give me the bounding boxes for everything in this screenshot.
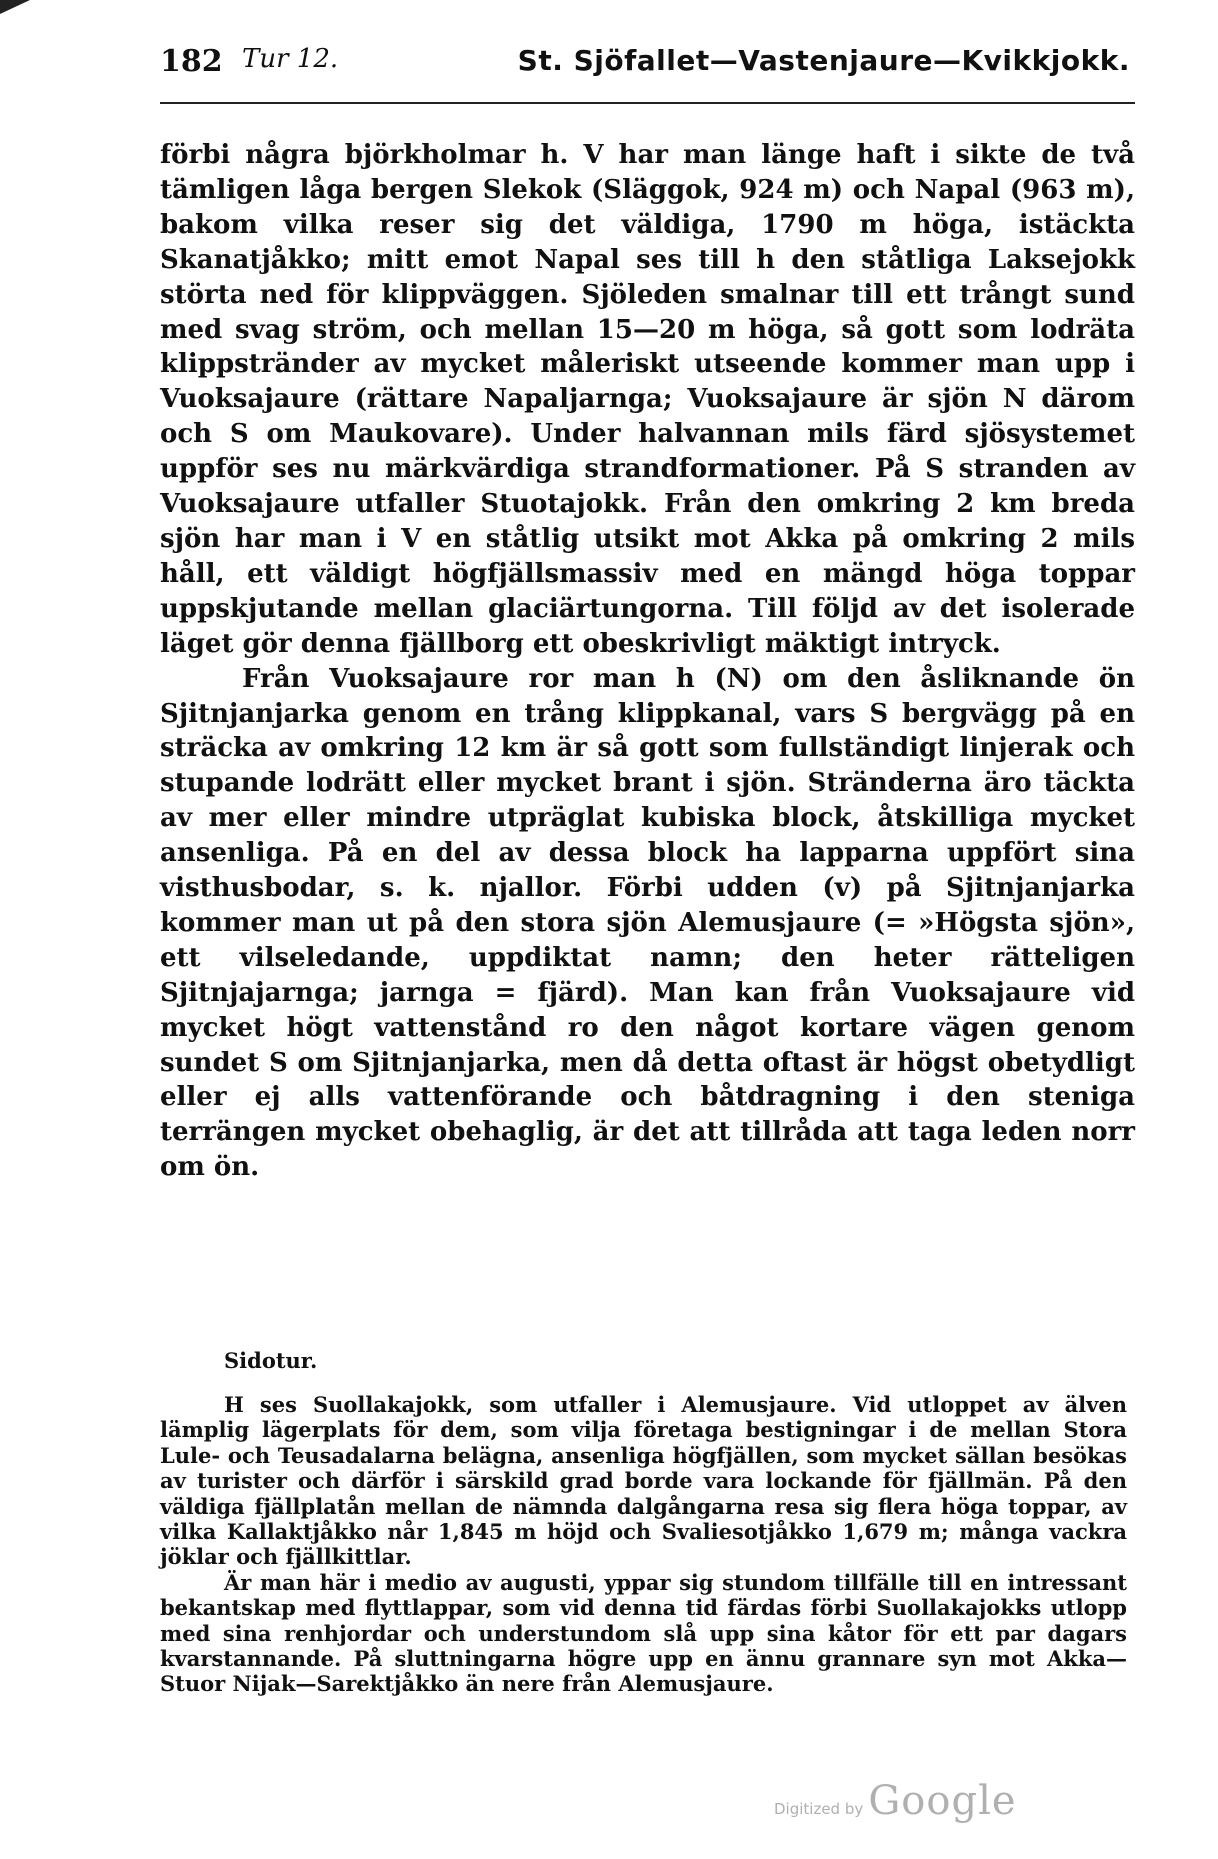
digitized-watermark (774, 1778, 1017, 1824)
paragraph-2: Från Vuoksajaure ror man h (N) om den åsliknande ön Sjitnjanjarka genom en trång klippkanal, vars S bergvägg på en sträcka av omkring 12 km är så gott som fullständigt linjerak och stupande lodrätt eller mycket brant i sjön. Stränderna äro täckta av mer eller mindre utpräglat kubiska block, åtskilliga mycket ansenliga. På en del av dessa block ha lapparna uppfört sina visthusbodar, s. k. njallor. Förbi udden (v) på Sjitnjanjarka kommer man ut på den stora sjön Alemusjaure (= »Högsta sjön», ett vilseledande, uppdiktat namn; den heter rätteligen Sjitnjajarnga; jarnga = fjärd). Man kan från Vuoksajaure vid mycket högt vattenstånd ro den något kortare vägen genom sundet S om Sjitnjanjarka, men då detta oftast är högst obetydligt eller ej alls vattenförande och båtdragning i den steniga terrängen mycket obehaglig, är det att tillråda att taga leden norr om ön. (160, 663, 1135, 1183)
sidotur-paragraph-2: Är man här i medio av augusti, yppar sig stundom tillfälle till en intressant bekantskap med flyttlappar, som vid denna tid färdas förbi Suollakajokks utlopp med sina renhjordar och understundom slå upp sina kåtor för ett par dagars kvarstannande. På sluttningarna högre upp en ännu grannare syn mot Akka—Stuor Nijak—Sarektjåkko än nere från Alemusjaure. (160, 1569, 1127, 1697)
main-text (160, 138, 1135, 1185)
running-header (160, 44, 1130, 88)
page-number: 182 (160, 44, 223, 79)
sidotur-paragraph-1: H ses Suollakajokk, som utfaller i Alemusjaure. Vid utloppet av älven lämplig lägerplats för dem, som vilja företaga bestigningar i de mellan Stora Lule- och Teusadalarna belägna, ansenliga högfjällen, som mycket sällan besökas av turister och därför i särskild grad borde vara lockande för fjällmän. På den väldiga fjällplatån mellan de nämnda dalgångarna resa sig flera höga toppar, av vilka Kallaktjåkko når 1,845 m höjd och Svaliesotjåkko 1,679 m; många vackra jöklar och fjällkittlar. (160, 1392, 1127, 1570)
sidotur-text (160, 1392, 1127, 1697)
running-title: St. Sjöfallet—Vastenjaure—Kvikkjokk. (517, 44, 1130, 77)
scan-corner-mark (0, 0, 30, 14)
watermark-logo-text: Google (868, 1778, 1017, 1824)
tour-label: Tur 12. (242, 44, 339, 74)
header-rule (160, 102, 1135, 104)
paragraph-1: förbi några björkholmar h. V har man länge haft i sikte de två tämligen låga bergen Slekok (Släggok, 924 m) och Napal (963 m), bakom vilka reser sig det väldiga, 1790 m höga, istäckta Skanatjåkko; mitt emot Napal ses till h den ståtliga Laksejokk störta ned för klippväggen. Sjöleden smalnar till ett trångt sund med svag ström, och mellan 15—20 m höga, så gott som lodräta klippstränder av mycket måleriskt utseende kommer man upp i Vuoksajaure (rättare Napaljarnga; Vuoksajaure är sjön N därom och S om Maukovare). Under halvannan mils färd sjösystemet uppför ses nu märkvärdiga strandformationer. På S stranden av Vuoksajaure utfaller Stuotajokk. Från den omkring 2 km breda sjön har man i V en ståtlig utsikt mot Akka på omkring 2 mils håll, ett väldigt högfjällsmassiv med en mängd höga toppar uppskjutande mellan glaciärtungorna. Till följd av det isolerade läget gör denna fjällborg ett obeskrivligt mäktigt intryck. (160, 140, 1135, 659)
section-heading-sidotur: Sidotur. (224, 1348, 318, 1373)
watermark-small-text: Digitized by (774, 1800, 864, 1818)
